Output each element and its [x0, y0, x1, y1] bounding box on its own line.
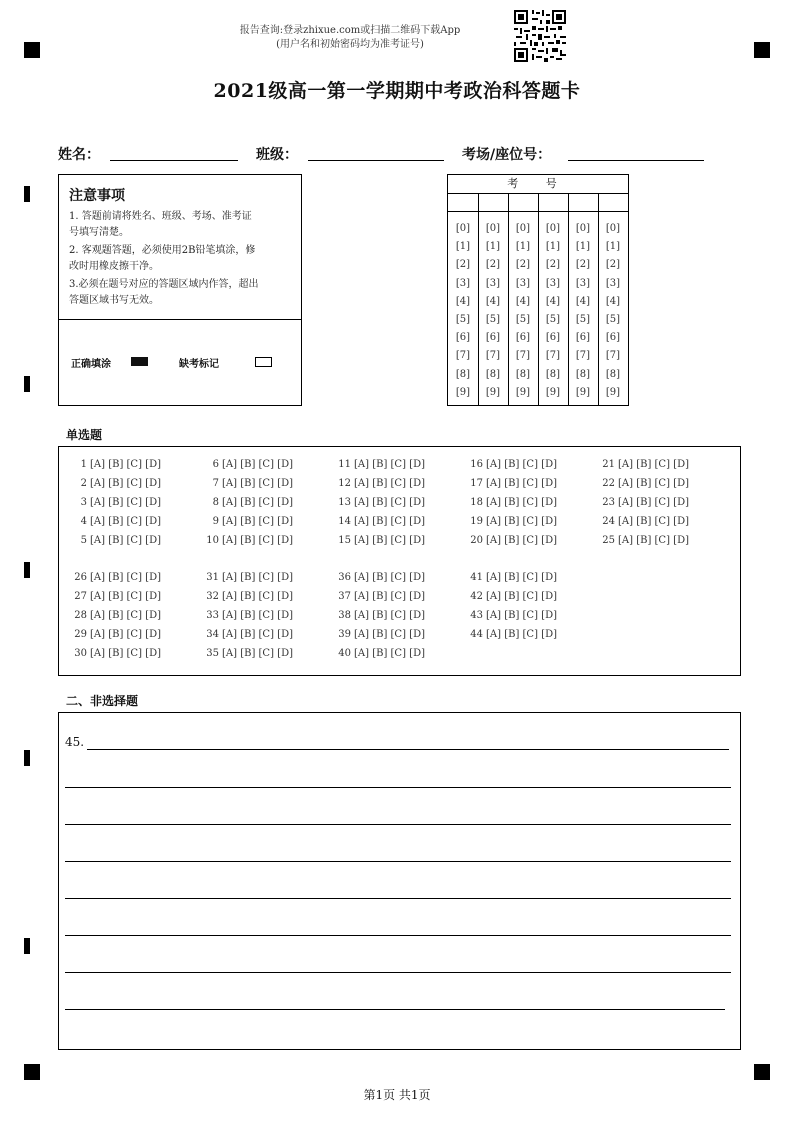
question-number: 45. [65, 735, 85, 749]
seat-label: 考场/座位号： [462, 147, 552, 163]
question-number: 28 [74, 610, 87, 621]
choice-question-14[interactable] [331, 516, 425, 527]
question-number: 35 [206, 648, 219, 659]
answer-options[interactable]: [A] [B] [C] [D] [354, 478, 425, 489]
exam-digit-bubble[interactable]: [8] [545, 368, 561, 380]
notice-line: 3.必须在题号对应的答题区域内作答，超出 [69, 279, 259, 290]
answer-options[interactable]: [A] [B] [C] [D] [222, 591, 293, 602]
choice-question-11[interactable] [331, 459, 425, 470]
exam-digit-bubble[interactable]: [3] [605, 277, 621, 289]
name-field[interactable] [110, 160, 238, 161]
timing-mark [24, 562, 30, 578]
question-number: 30 [74, 648, 87, 659]
question-number: 27 [74, 591, 87, 602]
registration-mark-bottom-right [754, 1064, 770, 1080]
answer-options[interactable]: [A] [B] [C] [D] [90, 629, 161, 640]
timing-mark [24, 750, 30, 766]
timing-mark [24, 376, 30, 392]
choice-question-41[interactable] [463, 572, 557, 583]
question-number: 44 [470, 629, 483, 640]
exam-digit-bubble[interactable]: [7] [485, 350, 501, 362]
answer-line[interactable] [87, 749, 729, 750]
question-number: 24 [602, 516, 615, 527]
answer-options[interactable]: [A] [B] [C] [D] [90, 497, 161, 508]
notice-line: 号填写清楚。 [69, 227, 129, 238]
notice-title: 注意事项 [69, 188, 125, 204]
choice-question-9[interactable] [199, 516, 293, 527]
choice-question-21[interactable] [595, 459, 689, 470]
question-number: 8 [212, 497, 219, 508]
question-number: 41 [470, 572, 483, 583]
answer-options[interactable]: [A] [B] [C] [D] [486, 478, 557, 489]
question-number: 9 [212, 516, 219, 527]
answer-options[interactable]: [A] [B] [C] [D] [618, 478, 689, 489]
exam-digit-bubble[interactable]: [7] [545, 350, 561, 362]
answer-options[interactable]: [A] [B] [C] [D] [354, 497, 425, 508]
answer-options[interactable]: [A] [B] [C] [D] [222, 497, 293, 508]
question-number: 3 [80, 497, 87, 508]
qr-code-icon[interactable] [514, 10, 566, 62]
exam-digit-bubble[interactable]: [5] [605, 314, 621, 325]
question-number: 18 [470, 497, 483, 508]
question-number: 33 [206, 610, 219, 621]
registration-mark-top-left [24, 42, 40, 58]
question-number: 25 [602, 535, 615, 546]
question-number: 43 [470, 610, 483, 621]
question-number: 19 [470, 516, 483, 527]
exam-digit-bubble[interactable]: [8] [455, 368, 471, 380]
exam-digit-bubble[interactable]: [4] [485, 295, 501, 307]
question-number: 6 [212, 459, 219, 470]
exam-digit-bubble[interactable]: [1] [545, 241, 561, 253]
question-number: 36 [338, 572, 351, 583]
question-number: 38 [338, 610, 351, 621]
exam-digit-bubble[interactable]: [5] [455, 314, 471, 325]
answer-line[interactable] [65, 787, 731, 788]
choice-question-15[interactable] [331, 535, 425, 546]
question-number: 23 [602, 497, 615, 508]
exam-digit-bubble[interactable]: [6] [575, 332, 591, 344]
question-number: 32 [206, 591, 219, 602]
answer-options[interactable]: [A] [B] [C] [D] [618, 535, 689, 546]
choice-question-13[interactable] [331, 497, 425, 508]
answer-line[interactable] [65, 1009, 725, 1010]
answer-options[interactable]: [A] [B] [C] [D] [90, 591, 161, 602]
answer-options[interactable]: [A] [B] [C] [D] [354, 629, 425, 640]
exam-digit-bubble[interactable]: [9] [455, 386, 471, 398]
exam-digit-bubble[interactable]: [6] [455, 332, 471, 344]
question-number: 22 [602, 478, 615, 489]
answer-options[interactable]: [A] [B] [C] [D] [618, 459, 689, 470]
exam-digit-bubble[interactable]: [6] [545, 332, 561, 344]
exam-digit-bubble[interactable]: [6] [515, 332, 531, 344]
exam-digit-bubble[interactable]: [5] [515, 314, 531, 325]
exam-digit-bubble[interactable]: [6] [485, 332, 501, 344]
correct-fill-label: 正确填涂 [71, 359, 111, 370]
exam-digit-bubble[interactable]: [5] [545, 314, 561, 325]
exam-digit-bubble[interactable]: [7] [575, 350, 591, 362]
exam-digit-bubble[interactable]: [2] [605, 259, 621, 271]
exam-digit-bubble[interactable]: [3] [515, 277, 531, 289]
exam-number-header: 考 号 [448, 175, 628, 194]
answer-line[interactable] [65, 824, 731, 825]
exam-digit-bubble[interactable]: [3] [455, 277, 471, 289]
answer-line[interactable] [65, 898, 731, 899]
choice-question-23[interactable] [595, 497, 689, 508]
notice-line: 答题区域书写无效。 [69, 295, 159, 306]
choice-question-5[interactable] [67, 535, 161, 546]
class-field[interactable] [308, 160, 444, 161]
question-number: 12 [338, 478, 351, 489]
exam-digit-bubble[interactable]: [9] [605, 386, 621, 398]
exam-digit-bubble[interactable]: [8] [575, 368, 591, 380]
answer-options[interactable]: [A] [B] [C] [D] [90, 459, 161, 470]
choice-question-25[interactable] [595, 535, 689, 546]
exam-digit-bubble[interactable]: [4] [545, 295, 561, 307]
answer-options[interactable]: [A] [B] [C] [D] [486, 459, 557, 470]
essay-answer-box [58, 712, 741, 1050]
choice-question-18[interactable] [463, 497, 557, 508]
choice-question-3[interactable] [67, 497, 161, 508]
answer-options[interactable]: [A] [B] [C] [D] [618, 516, 689, 527]
choice-question-8[interactable] [199, 497, 293, 508]
exam-digit-bubble[interactable]: [2] [545, 259, 561, 271]
exam-digit-bubble[interactable]: [4] [455, 295, 471, 307]
exam-digit-bubble[interactable]: [9] [485, 386, 501, 398]
answer-options[interactable]: [A] [B] [C] [D] [222, 610, 293, 621]
choice-question-16[interactable] [463, 459, 557, 470]
choice-question-29[interactable] [67, 629, 161, 640]
exam-digit-bubble[interactable]: [1] [485, 241, 501, 253]
answer-options[interactable]: [A] [B] [C] [D] [486, 497, 557, 508]
answer-options[interactable]: [A] [B] [C] [D] [486, 516, 557, 527]
answer-options[interactable]: [A] [B] [C] [D] [90, 572, 161, 583]
answer-options[interactable]: [A] [B] [C] [D] [354, 591, 425, 602]
exam-digit-bubble[interactable]: [8] [605, 368, 621, 380]
registration-mark-top-right [754, 42, 770, 58]
question-number: 14 [338, 516, 351, 527]
choice-question-33[interactable] [199, 610, 293, 621]
notice-line: 1. 答题前请将姓名、班级、考场、准考证 [69, 211, 252, 222]
exam-digit-bubble[interactable]: [2] [485, 259, 501, 271]
password-hint: (用户名和初始密码均为准考证号) [276, 39, 424, 50]
notice-box [58, 174, 302, 406]
seat-field[interactable] [568, 160, 704, 161]
exam-digit-bubble[interactable]: [0] [605, 223, 621, 234]
choice-question-28[interactable] [67, 610, 161, 621]
answer-options[interactable]: [A] [B] [C] [D] [90, 648, 161, 659]
exam-digit-bubble[interactable]: [0] [485, 223, 501, 234]
answer-options[interactable]: [A] [B] [C] [D] [222, 516, 293, 527]
question-number: 21 [602, 459, 615, 470]
choice-question-40[interactable] [331, 648, 425, 659]
answer-options[interactable]: [A] [B] [C] [D] [486, 610, 557, 621]
notice-line: 改时用橡皮擦干净。 [69, 261, 159, 272]
choice-question-22[interactable] [595, 478, 689, 489]
exam-digit-bubble[interactable]: [3] [485, 277, 501, 289]
exam-digit-bubble[interactable]: [8] [515, 368, 531, 380]
exam-digit-bubble[interactable]: [2] [515, 259, 531, 271]
class-label: 班级： [256, 147, 298, 163]
exam-digit-bubble[interactable]: [9] [575, 386, 591, 398]
exam-digit-bubble[interactable]: [8] [485, 368, 501, 380]
choice-question-36[interactable] [331, 572, 425, 583]
exam-digit-bubble[interactable]: [9] [545, 386, 561, 398]
question-number: 42 [470, 591, 483, 602]
answer-options[interactable]: [A] [B] [C] [D] [354, 572, 425, 583]
answer-options[interactable]: [A] [B] [C] [D] [222, 535, 293, 546]
exam-digit-bubble[interactable]: [6] [605, 332, 621, 344]
non-choice-label: 二、非选择题 [66, 694, 139, 708]
timing-mark [24, 186, 30, 202]
exam-digit-bubble[interactable]: [3] [545, 277, 561, 289]
choice-question-4[interactable] [67, 516, 161, 527]
answer-options[interactable]: [A] [B] [C] [D] [354, 648, 425, 659]
report-query-hint: 报告查询:登录zhixue.com或扫描二维码下载App [239, 25, 461, 36]
question-number: 29 [74, 629, 87, 640]
choice-question-43[interactable] [463, 610, 557, 621]
question-number: 37 [338, 591, 351, 602]
correct-fill-sample [131, 357, 148, 366]
choice-question-31[interactable] [199, 572, 293, 583]
question-number: 5 [80, 535, 87, 546]
exam-digit-bubble[interactable]: [0] [455, 223, 471, 234]
choice-question-6[interactable] [199, 459, 293, 470]
choice-question-26[interactable] [67, 572, 161, 583]
question-number: 34 [206, 629, 219, 640]
answer-options[interactable]: [A] [B] [C] [D] [486, 572, 557, 583]
exam-digit-bubble[interactable]: [5] [485, 314, 501, 325]
choice-question-44[interactable] [463, 629, 557, 640]
page-title: 2021级高一第一学期期中考政治科答题卡 [213, 80, 581, 102]
choice-question-34[interactable] [199, 629, 293, 640]
exam-digit-bubble[interactable]: [3] [575, 277, 591, 289]
single-choice-box [58, 446, 741, 676]
answer-options[interactable]: [A] [B] [C] [D] [222, 459, 293, 470]
choice-question-12[interactable] [331, 478, 425, 489]
question-number: 26 [74, 572, 87, 583]
single-choice-label: 单选题 [66, 428, 103, 442]
exam-digit-bubble[interactable]: [0] [575, 223, 591, 234]
exam-digit-bubble[interactable]: [2] [575, 259, 591, 271]
exam-digit-bubble[interactable]: [5] [575, 314, 591, 325]
answer-options[interactable]: [A] [B] [C] [D] [222, 478, 293, 489]
answer-options[interactable]: [A] [B] [C] [D] [222, 648, 293, 659]
exam-digit-bubble[interactable]: [7] [455, 350, 471, 362]
exam-digit-bubble[interactable]: [1] [515, 241, 531, 253]
question-number: 1 [80, 459, 87, 470]
question-number: 2 [80, 478, 87, 489]
exam-digit-bubble[interactable]: [9] [515, 386, 531, 398]
choice-question-32[interactable] [199, 591, 293, 602]
notice-line: 2. 客观题答题，必须使用2B铅笔填涂，修 [69, 245, 256, 256]
choice-question-10[interactable] [199, 535, 293, 546]
choice-question-17[interactable] [463, 478, 557, 489]
choice-question-27[interactable] [67, 591, 161, 602]
exam-digit-bubble[interactable]: [4] [605, 295, 621, 307]
exam-digit-bubble[interactable]: [1] [605, 241, 621, 253]
question-number: 7 [212, 478, 219, 489]
choice-question-42[interactable] [463, 591, 557, 602]
answer-options[interactable]: [A] [B] [C] [D] [486, 629, 557, 640]
question-number: 10 [206, 535, 219, 546]
exam-digit-bubble[interactable]: [7] [605, 350, 621, 362]
choice-question-1[interactable] [67, 459, 161, 470]
exam-digit-bubble[interactable]: [2] [455, 259, 471, 271]
answer-options[interactable]: [A] [B] [C] [D] [90, 610, 161, 621]
answer-line[interactable] [65, 861, 731, 862]
answer-options[interactable]: [A] [B] [C] [D] [354, 535, 425, 546]
choice-question-2[interactable] [67, 478, 161, 489]
timing-mark [24, 938, 30, 954]
answer-options[interactable]: [A] [B] [C] [D] [354, 516, 425, 527]
answer-line[interactable] [65, 935, 731, 936]
question-number: 11 [338, 459, 351, 470]
exam-digit-bubble[interactable]: [4] [575, 295, 591, 307]
question-number: 20 [470, 535, 483, 546]
question-number: 15 [338, 535, 351, 546]
answer-options[interactable]: [A] [B] [C] [D] [486, 535, 557, 546]
choice-question-38[interactable] [331, 610, 425, 621]
question-number: 16 [470, 459, 483, 470]
choice-question-19[interactable] [463, 516, 557, 527]
answer-options[interactable]: [A] [B] [C] [D] [90, 516, 161, 527]
question-number: 4 [80, 516, 87, 527]
answer-line[interactable] [65, 972, 731, 973]
choice-question-30[interactable] [67, 648, 161, 659]
exam-digit-bubble[interactable]: [0] [515, 223, 531, 234]
choice-question-24[interactable] [595, 516, 689, 527]
name-label: 姓名： [58, 147, 100, 163]
exam-digit-bubble[interactable]: [1] [575, 241, 591, 253]
choice-question-7[interactable] [199, 478, 293, 489]
exam-number-grid [447, 174, 629, 406]
question-number: 40 [338, 648, 351, 659]
choice-question-37[interactable] [331, 591, 425, 602]
question-number: 31 [206, 572, 219, 583]
answer-options[interactable]: [A] [B] [C] [D] [486, 591, 557, 602]
answer-options[interactable]: [A] [B] [C] [D] [222, 629, 293, 640]
answer-options[interactable]: [A] [B] [C] [D] [222, 572, 293, 583]
notice-divider [59, 319, 301, 320]
exam-digit-bubble[interactable]: [4] [515, 295, 531, 307]
choice-question-35[interactable] [199, 648, 293, 659]
question-number: 39 [338, 629, 351, 640]
registration-mark-bottom-left [24, 1064, 40, 1080]
exam-digit-bubble[interactable]: [0] [545, 223, 561, 234]
answer-options[interactable]: [A] [B] [C] [D] [90, 478, 161, 489]
absent-mark-box[interactable] [255, 357, 272, 367]
page-footer: 第1页 共1页 [363, 1088, 431, 1102]
absent-mark-label: 缺考标记 [179, 359, 219, 370]
exam-digit-bubble[interactable]: [7] [515, 350, 531, 362]
exam-digit-bubble[interactable]: [1] [455, 241, 471, 253]
answer-options[interactable]: [A] [B] [C] [D] [618, 497, 689, 508]
choice-question-20[interactable] [463, 535, 557, 546]
question-number: 17 [470, 478, 483, 489]
answer-options[interactable]: [A] [B] [C] [D] [354, 459, 425, 470]
answer-options[interactable]: [A] [B] [C] [D] [90, 535, 161, 546]
answer-options[interactable]: [A] [B] [C] [D] [354, 610, 425, 621]
question-number: 13 [338, 497, 351, 508]
choice-question-39[interactable] [331, 629, 425, 640]
